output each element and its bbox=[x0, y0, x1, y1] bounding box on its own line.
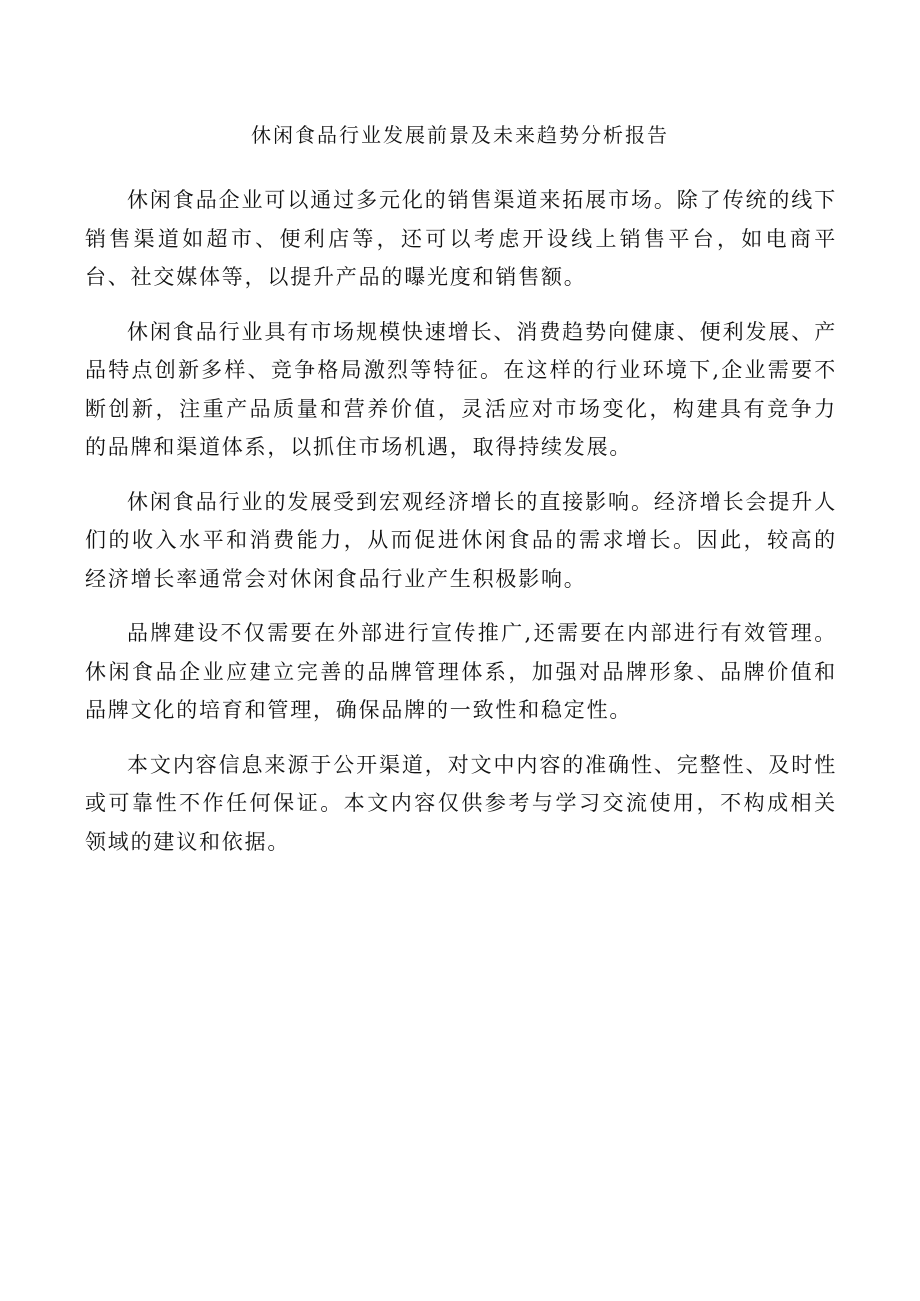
paragraph-sales-channels: 休闲食品企业可以通过多元化的销售渠道来拓展市场。除了传统的线下销售渠道如超市、便利店等，还可以考虑开设线上销售平台，如电商平台、社交媒体等，以提升产品的曝光度和销售额。 bbox=[85, 188, 837, 289]
document-body bbox=[85, 181, 837, 877]
paragraph-economic-impact: 休闲食品行业的发展受到宏观经济增长的直接影响。经济增长会提升人们的收入水平和消费能力，从而促进休闲食品的需求增长。因此，较高的经济增长率通常会对休闲食品行业产生积极影响。 bbox=[85, 489, 837, 591]
document-title: 休闲食品行业发展前景及未来趋势分析报告 bbox=[251, 123, 669, 147]
paragraph-disclaimer: 本文内容信息来源于公开渠道，对文中内容的准确性、完整性、及时性或可靠性不作任何保证。本文内容仅供参考与学习交流使用，不构成相关领域的建议和依据。 bbox=[85, 752, 837, 854]
paragraph-industry-features: 休闲食品行业具有市场规模快速增长、消费趋势向健康、便利发展、产品特点创新多样、竞争格局激烈等特征。在这样的行业环境下,企业需要不断创新，注重产品质量和营养价值，灵活应对市场变化，构建具有竞争力的品牌和渠道体系，以抓住市场机遇，取得持续发展。 bbox=[85, 319, 837, 459]
paragraph-brand-building: 品牌建设不仅需要在外部进行宣传推广,还需要在内部进行有效管理。休闲食品企业应建立完善的品牌管理体系，加强对品牌形象、品牌价值和品牌文化的培育和管理，确保品牌的一致性和稳定性。 bbox=[85, 621, 837, 722]
